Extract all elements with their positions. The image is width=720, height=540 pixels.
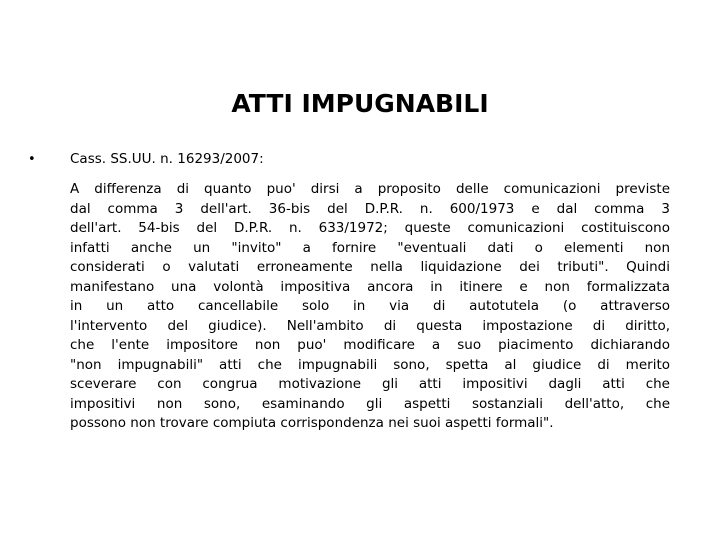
paragraph-line: "non impugnabili" atti che impugnabili sono, spetta al giudice di merito: [70, 356, 670, 373]
paragraph-line: che l'ente impositore non puo' modificare a suo piacimento dichiarando: [70, 337, 670, 353]
paragraph-line: infatti anche un "invito" a fornire "eventuali dati o elementi non: [70, 239, 670, 256]
paragraph-line: manifestano una volontà impositiva ancora in itinere e non formalizzata: [70, 278, 670, 295]
paragraph-line: impositivi non sono, esaminando gli aspetti sostanziali dell'atto, che: [70, 395, 670, 412]
paragraph-line: dal comma 3 dell'art. 36-bis del D.P.R. n. 600/1973 e dal comma 3: [70, 200, 670, 217]
paragraph-line: sceverare con congrua motivazione gli atti impositivi dagli atti che: [70, 376, 670, 392]
paragraph-line: A differenza di quanto puo' dirsi a proposito delle comunicazioni previste: [70, 181, 670, 197]
slide-title: ATTI IMPUGNABILI: [231, 89, 489, 118]
paragraph-line: possono non trovare compiuta corrispondenza nei suoi aspetti formali".: [70, 415, 554, 431]
paragraph-line: l'intervento del giudice). Nell'ambito di questa impostazione di diritto,: [70, 317, 670, 334]
paragraph-line: considerati o valutati erroneamente nella liquidazione dei tributi". Quindi: [70, 259, 670, 275]
paragraph-line: in un atto cancellabile solo in via di autotutela (o attraverso: [70, 298, 670, 314]
case-citation: Cass. SS.UU. n. 16293/2007:: [70, 151, 264, 167]
bullet-point: •: [28, 152, 36, 167]
body-paragraph: [70, 180, 670, 434]
paragraph-line: dell'art. 54-bis del D.P.R. n. 633/1972; queste comunicazioni costituiscono: [70, 220, 670, 236]
